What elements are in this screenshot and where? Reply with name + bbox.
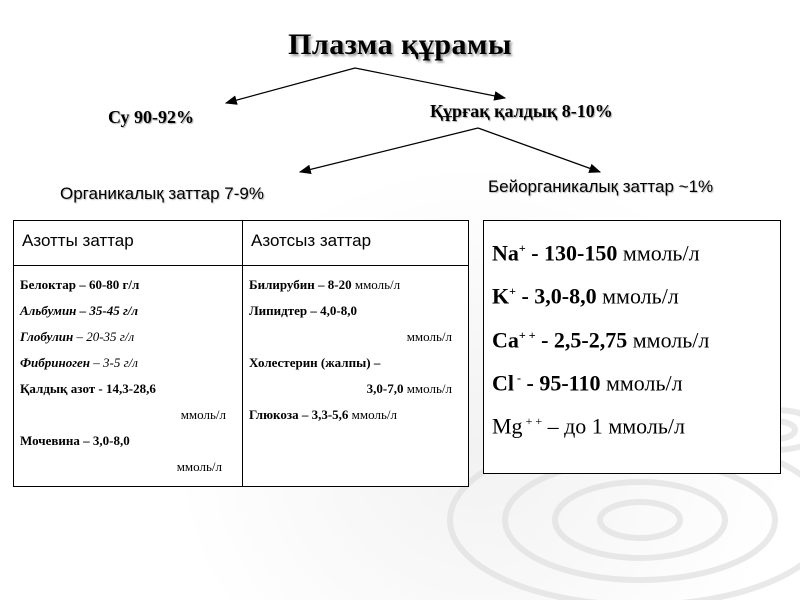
inorganic-node: Бейорганикалық заттар ~1%	[488, 177, 714, 196]
non-nitrogen-item: Билирубин	[249, 277, 315, 292]
ion-sodium: Na+ - 130-150 ммоль/л	[492, 240, 700, 266]
arrow-to-inorganic	[478, 128, 600, 172]
nitrogen-item: Белоктар	[20, 277, 76, 292]
organic-substances-table	[13, 220, 469, 487]
non-nitrogen-cell: Билирубин – 8-20 ммоль/л Липидтер – 4,0-8,0 ммоль/л Холестерин (жалпы) – 3,0-7,0 ммоль/л Глюкоза – 3,3-5,6 ммоль/л	[243, 266, 469, 487]
non-nitrogen-item: Глюкоза	[249, 407, 299, 422]
nitrogen-item: Глобулин	[20, 329, 74, 344]
nitrogen-item: Қалдық азот	[20, 381, 96, 396]
non-nitrogen-header: Азотсыз заттар	[243, 221, 469, 266]
ion-chloride: Cl - - 95-110 ммоль/л	[492, 370, 683, 396]
nitrogen-unit: ммоль/л	[180, 407, 226, 422]
non-nitrogen-item: Липидтер	[249, 303, 308, 318]
organic-node: Органикалық заттар 7-9%	[60, 184, 264, 203]
dry-residue-node: Құрғақ қалдық 8-10%	[430, 101, 613, 121]
ion-calcium: Ca+ + - 2,5-2,75 ммоль/л	[492, 326, 710, 352]
nitrogen-item: Альбумин	[20, 303, 77, 318]
nitrogen-item: Мочевина	[20, 433, 80, 448]
water-node: Су 90-92%	[108, 107, 195, 127]
non-nitrogen-unit: ммоль/л	[406, 329, 452, 344]
nitrogen-unit: ммоль/л	[176, 459, 222, 474]
arrow-to-dry-residue	[355, 68, 505, 98]
arrow-to-organic	[300, 128, 478, 172]
nitrogen-item: Фибриноген	[20, 355, 91, 370]
nitrogen-cell: Белоктар – 60-80 г/л Альбумин – 35-45 г/л Глобулин – 20-35 г/л Фибриноген – 3-5 г/л Қалдық азот - 14,3-28,6 ммоль/л Мочевина – 3,0-8,0 ммоль/л	[14, 266, 243, 487]
ion-potassium: K+ - 3,0-8,0 ммоль/л	[492, 283, 679, 309]
ion-magnesium: Mg + + – до 1 ммоль/л	[492, 413, 685, 439]
inorganic-ions-box	[483, 220, 781, 474]
page-title: Плазма құрамы	[288, 28, 512, 61]
arrow-to-water	[226, 68, 355, 103]
non-nitrogen-item: Холестерин (жалпы)	[249, 355, 371, 370]
nitrogen-header: Азотты заттар	[14, 221, 243, 266]
